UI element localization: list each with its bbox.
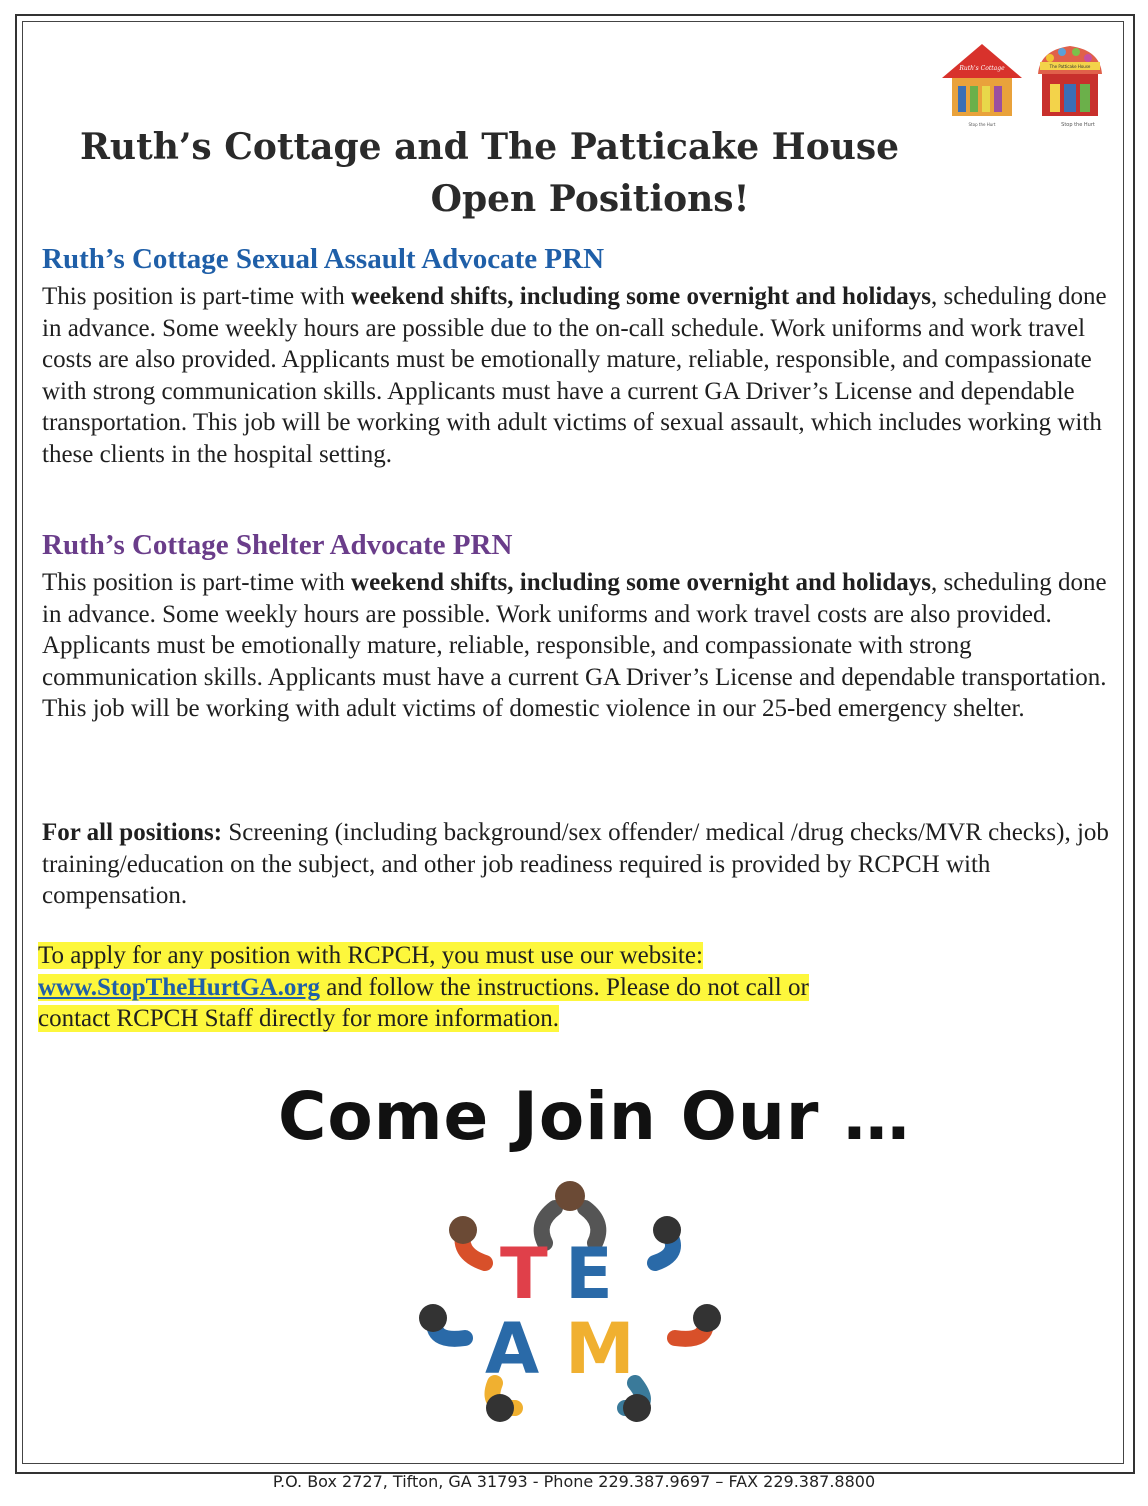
team-letters [485,1233,635,1390]
svg-text:E: E [565,1233,613,1315]
page-title-line2: Open Positions! [430,178,750,220]
page-title-line1: Ruth’s Cottage and The Patticake House [80,126,900,168]
ruths-cottage-logo [942,44,1022,127]
all-positions-body: Screening (including background/sex offender/ medical /drug checks/MVR checks), job training/education on the subject, and other job readiness required is provided by RCPCH with compensation. [42,819,1109,909]
patticake-house-logo [1038,46,1102,128]
position2-heading: Ruth’s Cottage Shelter Advocate PRN [42,529,513,561]
position2-bold: weekend shifts, including some overnight and holidays [351,569,931,596]
svg-text:M: M [565,1308,635,1390]
all-positions-label: For all positions: [42,819,223,846]
team-graphic [405,1168,735,1428]
position1-bold: weekend shifts, including some overnight and holidays [351,283,931,310]
footer-contact: P.O. Box 2727, Tifton, GA 31793 - Phone 229.387.9697 – FAX 229.387.8800 [272,1472,876,1491]
position1-heading: Ruth’s Cottage Sexual Assault Advocate PRN [42,243,605,275]
svg-text:Ruth's Cottage: Ruth's Cottage [959,65,1005,72]
come-join-heading: Come Join Our … [278,1078,911,1155]
svg-text:Stop the Hurt: Stop the Hurt [1061,122,1095,128]
position1-body: , scheduling done in advance. Some weekly hours are possible due to the on-call schedule. Work uniforms and work travel costs are also provided. Applicants must be emotionally mature, reliable, responsible, and compassionate with strong communication skills. Applicants must have a current GA Driver’s License and dependable transportation. This job will be working with adult victims of sexual assault, which includes working with these clients in the hospital setting. [42,283,1107,468]
svg-text:T: T [500,1233,548,1315]
position2-intro: This position is part-time with [42,569,352,596]
position1-intro: This position is part-time with [42,283,352,310]
apply-instructions [38,940,1038,1035]
all-positions-note [42,817,1112,912]
svg-text:A: A [485,1308,540,1390]
svg-text:The Patticake House: The Patticake House [1049,64,1091,69]
svg-text:Stop the Hurt: Stop the Hurt [968,122,996,127]
apply-line3: contact RCPCH Staff directly for more information. [38,1005,559,1032]
apply-line2: and follow the instructions. Please do not call or [319,973,809,1001]
position2-description [42,567,1112,725]
position1-description [42,281,1112,470]
position2-body: , scheduling done in advance. Some weekly hours are possible. Work uniforms and work travel costs are also provided. Applicants must be emotionally mature, reliable, responsible, and compassionate with strong communication skills. Applicants must have a current GA Driver’s License and dependable transportation. This job will be working with adult victims of domestic violence in our 25-bed emergency shelter. [42,569,1107,722]
website-link[interactable]: www.StopTheHurtGA.org [38,973,320,1001]
organization-logos [940,40,1110,130]
apply-line1: To apply for any position with RCPCH, you must use our website: [38,942,703,969]
